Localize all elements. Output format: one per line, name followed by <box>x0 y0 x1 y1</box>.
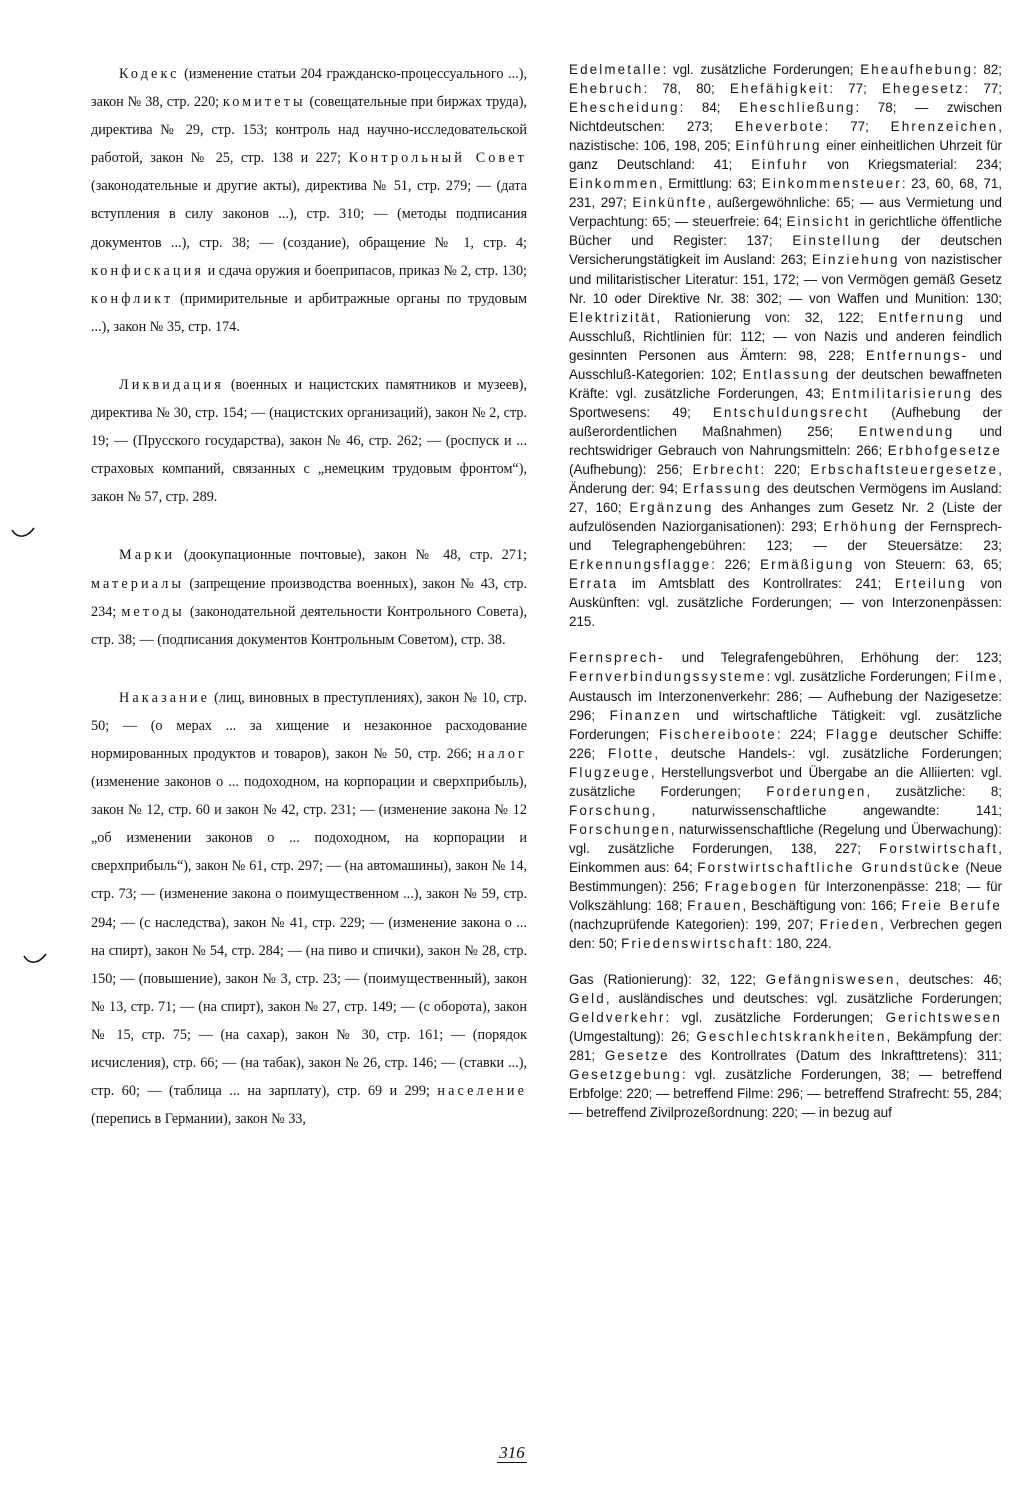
index-text: , naturwissenschaftliche (Regelung und Überwachung): vgl. zusätzliche Forderungen, 138, 227; <box>569 821 1002 856</box>
index-text: : 78; — zwischen Nichtdeutschen: 273; <box>569 100 1002 135</box>
index-text: (совещательные при биржах труда), директива № 29, стр. 153; <box>91 94 527 139</box>
index-text: und rechtswidriger Gebrauch von Nahrungsmitteln: 266; <box>569 423 1002 458</box>
index-text: Gas <box>569 972 594 988</box>
index-keyword: Fragebogen <box>704 878 799 894</box>
index-keyword: Einstellung <box>792 233 882 249</box>
index-text: (изменение статьи 204 гражданско-процессуального ...), закон № 38, стр. 220; <box>91 66 527 111</box>
index-keyword: Forstwirtschaft <box>879 840 999 856</box>
index-text: (изменение законов о ... подоходном, на корпорации и сверхприбыль), закон № 12, стр. 60 и закон № 42, стр. 231; — (изменение закона № 12 „об изменении законов о ... подоходном, на корпорации и сверхприбыль“), закон № 61, стр. 297; — (на автомашины), закон № 14, стр. 73; — (изменение закона о поимущественном ...), закон № 59, стр. 294; — (с наследства), закон № 41, стр. 229; — (изменение закона о ... на спирт), закон № 54, стр. 284; — (на пиво и спички), закон № 28, стр. 150; — (повышение), закон № 3, стр. 23; — (поимущественный), закон № 13, стр. 71; — (на спирт), закон № 27, стр. 149; — (с оборота), закон № 15, стр. 75; — (на сахар), закон № 30, стр. 161; — (порядок исчисления), стр. 66; — (на табак), закон № 26, стр. 146; — (ставки ...), стр. 60; — (таблица ... на зарплату), стр. 69 и 299; <box>91 774 527 1100</box>
index-keyword: Erbhofgesetze <box>887 442 1002 458</box>
index-text: , Ermittlung: 63; <box>659 176 762 192</box>
index-text: von Auskünften: vgl. zusätzliche Forderungen; — von Interzonenpässen: 215. <box>569 576 1002 630</box>
index-keyword: Einsicht <box>786 214 851 230</box>
index-text: im Amtsblatt des Kontrollrates: 241; <box>618 576 895 592</box>
index-keyword: Gesetze <box>604 1048 670 1064</box>
index-text: : 77; <box>829 81 882 97</box>
index-keyword: Geld <box>569 991 606 1007</box>
index-text: , zusätzliche: 8; <box>866 783 1003 799</box>
index-keyword: Fischereiboote <box>658 726 777 742</box>
index-text: und Telegrafengebühren, Erhöhung der: 123; <box>664 650 1002 666</box>
index-text: , Verbrechen gegen den: 50; <box>569 917 1002 952</box>
index-keyword: Ermäßigung <box>760 557 855 573</box>
index-text: : 77; <box>964 81 1002 97</box>
index-text: (Aufhebung der außerordentlichen Maßnahmen) 256; <box>569 404 1002 439</box>
index-text: , Austausch im Interzonenverkehr: 286; — Aufhebung der Nazigesetze: 296; <box>569 669 1002 723</box>
index-keyword: Frieden <box>819 917 881 933</box>
index-keyword: Friedenswirtschaft <box>621 936 769 952</box>
index-text: und Ausschluß, Richtlinien für: 112; — von Nazis und anderen feindlich gesinnten Personen aus Ämtern: 98, 228; <box>569 309 1002 363</box>
index-keyword: материалы <box>91 575 185 592</box>
index-text: (Rationierung): 32, 122; <box>593 972 766 988</box>
index-keyword: налог <box>477 745 527 762</box>
index-keyword: Finanzen <box>609 707 682 723</box>
index-keyword: Flotte <box>608 745 655 761</box>
index-keyword: Flugzeuge <box>569 764 651 780</box>
index-keyword: Gesetzgebung <box>569 1067 682 1083</box>
index-text: : 226; <box>711 557 761 573</box>
german-index-entry <box>569 970 1002 1122</box>
index-text: : 84; <box>679 100 740 116</box>
index-text: des Anhanges zum Gesetz Nr. 2 (Liste der aufzulösenden Naziorganisationen): 293; <box>569 500 1002 535</box>
index-keyword: Entmilitarisierung <box>831 385 973 401</box>
index-text: des Kontrollrates (Datum des Inkrafttretens): 311; <box>669 1048 1002 1064</box>
index-text: und wirtschaftliche Tätigkeit: vgl. zusätzliche Forderungen; <box>569 707 1002 742</box>
index-keyword: Errata <box>569 576 619 592</box>
index-text: , deutsches: 46; <box>895 972 1002 988</box>
index-text: des deutschen Vermögens im Ausland: 27, 160; <box>569 481 1002 516</box>
index-keyword: Flagge <box>825 726 880 742</box>
index-text: : vgl. zusätzliche Forderungen; <box>662 62 861 77</box>
index-keyword: Einführung <box>735 138 822 154</box>
index-keyword: Контрольный Совет <box>348 150 527 167</box>
index-text: : 23, 60, 68, 71, 231, 297; <box>569 176 1002 211</box>
index-keyword: Entfernung <box>878 309 966 325</box>
index-text: von nazistischer und militaristischer Literatur: 151, 172; — von Vermögen gemäß Gesetz Nr. 10 oder Direktive Nr. 38: 302; — von Waffen und Munition: 130; <box>569 252 1002 306</box>
german-index-entry <box>569 648 1002 953</box>
index-keyword: Ehegesetz <box>881 81 965 97</box>
index-keyword: Erhöhung <box>823 519 899 535</box>
index-keyword: конфискация <box>91 262 204 279</box>
index-text: (военных и нацистских памятников и музеев), директива № 30, стр. 154; — (нацистских организаций), закон № 2, стр. 19; — (Прусского государства), закон № 46, стр. 262; — (роспуск и ... страховых компаний, связанных с „немецким трудовым фронтом“), закон № 57, стр. 289. <box>91 376 527 506</box>
index-text: : 77; <box>824 119 891 135</box>
index-text: von Kriegsmaterial: 234; <box>808 157 1002 173</box>
index-keyword: Erteilung <box>894 576 967 592</box>
index-text: контроль <box>275 122 331 139</box>
index-keyword: Einziehung <box>811 252 900 268</box>
index-text: (законодательной деятельности Контрольного Совета), стр. 38; — (подписания документов Контрольным Советом), стр. 38. <box>91 603 527 648</box>
page-number <box>0 1443 1024 1463</box>
index-text: , außergewöhnliche: 65; — aus Vermietung und Verpachtung: 65; — steuerfreie: 64; <box>569 195 1002 230</box>
index-text: , naturwissenschaftliche angewandte: 141; <box>651 802 1002 818</box>
index-text: , Änderung der: 94; <box>569 461 1002 497</box>
page-number-text: 316 <box>499 1443 525 1462</box>
index-keyword: Forstwirtschaftliche Grundstücke <box>697 859 961 875</box>
index-keyword: Einkommen <box>569 176 659 192</box>
index-keyword: Ehebruch <box>569 81 644 97</box>
index-keyword: Forschung <box>569 802 652 818</box>
index-keyword: Forderungen <box>766 783 867 799</box>
index-text: (Umgestaltung): 26; <box>569 1029 697 1045</box>
index-keyword: Einkünfte <box>632 195 708 211</box>
margin-check-mark <box>10 526 36 538</box>
index-text: von Steuern: 63, 65; <box>854 557 1002 573</box>
german-index-entry <box>569 60 1002 631</box>
index-text: der deutschen Versicherungstätigkeit im Ausland: 263; <box>569 233 1003 268</box>
index-keyword: Марки <box>119 547 176 564</box>
index-text: : 78, 80; <box>643 81 730 97</box>
index-keyword: Eheverbote <box>734 119 825 135</box>
index-keyword: Gefängniswesen <box>765 972 896 988</box>
index-keyword: Entfernungs- <box>865 347 969 363</box>
index-text: (Aufhebung): 256; <box>569 461 693 477</box>
index-text: (лиц, виновных в преступлениях), закон № 10, стр. 50; — (о мерах ... за хищение и незаконное расходование нормированных продуктов и товаров), закон № 50, стр. 266; <box>91 689 527 762</box>
index-keyword: Geschlechtskrankheiten <box>696 1029 887 1045</box>
index-text: : 220; <box>760 461 811 477</box>
index-text: der Fernsprech- und Telegraphengebühren: 123; — der Steuersätze: 23; <box>569 519 1003 554</box>
index-keyword: Frauen <box>687 898 743 914</box>
index-keyword: Ehescheidung <box>569 100 680 116</box>
index-text: (запрещение производства военных), закон № 43, стр. 234; <box>91 575 527 620</box>
index-keyword: Entwendung <box>858 423 955 439</box>
index-keyword: комитеты <box>222 94 306 111</box>
russian-index-entry <box>91 684 527 1134</box>
index-keyword: Entlassung <box>742 366 831 382</box>
index-text: : 82; <box>973 62 1003 77</box>
index-keyword: Freie Berufe <box>901 898 1002 914</box>
index-keyword: Einfuhr <box>751 157 809 173</box>
index-text: , nazistische: 106, 198, 205; <box>569 119 1003 154</box>
index-keyword: Ehefähigkeit <box>729 81 830 97</box>
index-text: für Interzonenpässe: 218; — für Volkszählung: 168; <box>569 878 1002 914</box>
index-text: , Rationierung von: 32, 122; <box>656 309 879 325</box>
index-text: : 180, 224. <box>768 936 832 952</box>
russian-index-entry <box>91 60 527 341</box>
index-keyword: методы <box>121 603 185 620</box>
index-text: , ausländisches und deutsches: vgl. zusätzliche Forderungen; <box>605 991 1002 1007</box>
index-text: : 224; <box>776 726 826 742</box>
index-text: , Herstellungsverbot und Übergabe an die Alliierten: vgl. zusätzliche Forderungen; <box>569 764 1002 799</box>
index-keyword: Eheaufhebung <box>860 62 974 77</box>
russian-index-entry <box>91 371 527 511</box>
index-keyword: Eheschließung <box>739 100 856 116</box>
right-column-german-index <box>569 60 1002 1140</box>
index-text: deutscher Schiffe: 226; <box>569 726 1002 761</box>
index-text: und Ausschluß-Kategorien: 102; <box>569 347 1002 382</box>
index-keyword: население <box>437 1083 527 1100</box>
index-text: des Sportwesens: 49; <box>569 385 1003 420</box>
index-text: , Einkommen aus: 64; <box>569 840 1002 875</box>
index-text: in gerichtliche öffentliche Bücher und Register: 137; <box>569 214 1002 249</box>
index-text: (законодательные и другие акты), директива № 51, стр. 279; — (дата вступления в силу законов ...), стр. 310; — (методы подписания документов ...), стр. 38; — (создание), обращение № 1, стр. 4; <box>91 178 527 251</box>
index-keyword: Erbrecht <box>692 461 761 477</box>
index-keyword: Filme <box>954 669 999 685</box>
index-text: и сдача оружия и боеприпасов, приказ № 2, стр. 130; <box>204 262 527 279</box>
index-text: над научно-исследовательской работой, закон № 25, стр. 138 и 227; <box>91 122 527 167</box>
index-text: , deutsche Handels-: vgl. zusätzliche Forderungen; <box>654 745 1002 761</box>
index-text: (примирительные и арбитражные органы по трудовым ...), закон № 35, стр. 174. <box>91 290 527 335</box>
index-text: (nachzuprüfende Kategorien): 199, 207; <box>569 917 820 933</box>
index-keyword: Elektrizität <box>569 309 657 325</box>
russian-index-entry <box>91 541 527 653</box>
index-keyword: Erbschaftsteuergesetze <box>810 461 999 477</box>
index-keyword: Geldverkehr <box>569 1010 666 1026</box>
index-keyword: Gerichtswesen <box>885 1010 1002 1026</box>
index-keyword: Einkommensteuer <box>761 176 902 192</box>
index-text: (перепись в Германии), закон № 33, <box>91 1111 306 1128</box>
index-keyword: Ehrenzeichen <box>890 119 999 135</box>
index-keyword: Entschuldungsrecht <box>712 404 870 420</box>
index-text: einer einheitlichen Uhrzeit für ganz Deutschland: 41; <box>569 138 1002 173</box>
index-keyword: конфликт <box>91 290 174 307</box>
index-text: : vgl. zusätzliche Forderungen, 38; — betreffend Erbfolge: 220; — betreffend Filme: 296; — betreffend Strafrecht: 55, 284; — betreffend Zivilprozeßordnung: 220; — in bezug auf <box>569 1067 1002 1121</box>
index-text: , Bekämpfung der: 281; <box>569 1029 1002 1064</box>
index-keyword: Кодекс <box>119 66 180 82</box>
index-text: : vgl. zusätzliche Forderungen; <box>766 669 955 685</box>
index-text: (Neue Bestimmungen): 256; <box>569 859 1002 894</box>
index-keyword: Erfassung <box>682 481 763 497</box>
index-keyword: Ergänzung <box>629 500 714 516</box>
index-text: der deutschen bewaffneten Kräfte: vgl. zusätzliche Forderungen, 43; <box>569 366 1002 401</box>
index-keyword: Edelmetalle <box>569 62 663 77</box>
index-text: (доокупационные почтовые), закон № 48, стр. 271; <box>175 547 527 564</box>
left-column-russian-index <box>91 60 527 1163</box>
index-text: : vgl. zusätzliche Forderungen; <box>665 1010 886 1026</box>
index-keyword: Forschungen <box>569 821 671 837</box>
index-text: , Beschäftigung von: 166; <box>742 898 902 914</box>
index-keyword: Fernsprech- <box>569 650 665 666</box>
index-keyword: Наказание <box>119 689 211 706</box>
index-keyword: Ликвидация <box>119 376 224 393</box>
index-keyword: Erkennungsflagge <box>569 557 712 573</box>
margin-check-mark <box>22 952 48 964</box>
index-keyword: Fernverbindungssysteme <box>569 669 767 685</box>
